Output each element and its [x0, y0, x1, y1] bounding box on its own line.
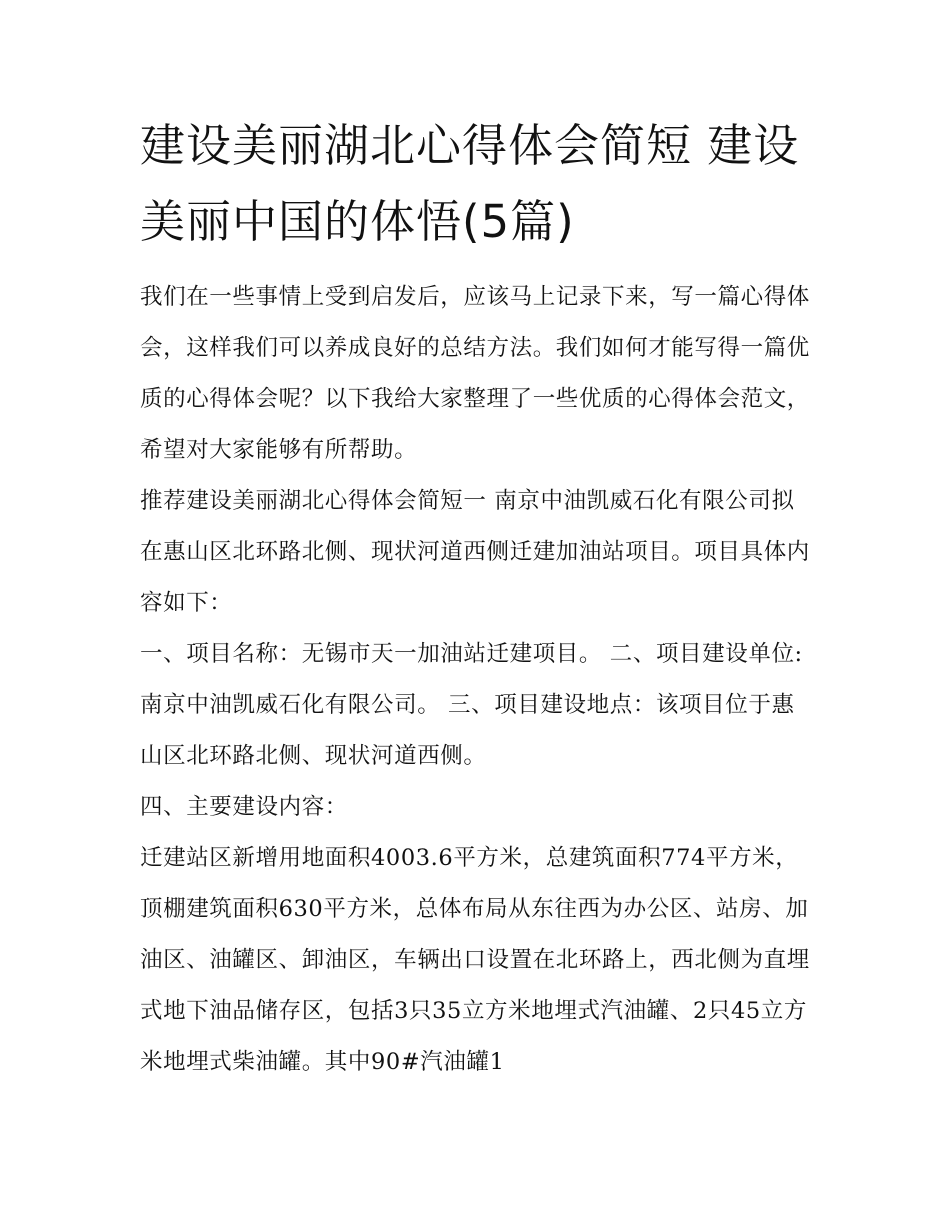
- document-body: [140, 108, 815, 1088]
- paragraph-construction-heading: 四、主要建设内容：: [140, 794, 348, 820]
- paragraph-project-info: 一、项目名称：无锡市天一加油站迁建项目。 二、项目建设单位:南京中油凯威石化有限公司。 三、项目建设地点：该项目位于惠山区北环路北侧、现状河道西侧。: [140, 641, 803, 769]
- paragraph-construction-details: 迁建站区新增用地面积4003.6平方米，总建筑面积774平方米，顶棚建筑面积630平方米，总体布局从东往西为办公区、站房、加油区、油罐区、卸油区，车辆出口设置在北环路上，西北侧为直埋式地下油品储存区，包括3只35立方米地埋式汽油罐、2只45立方米地埋式柴油罐。其中90#汽油罐1: [140, 845, 810, 1075]
- paragraph-recommendation: 推荐建设美丽湖北心得体会简短一 南京中油凯威石化有限公司拟在惠山区北环路北侧、现状河道西侧迁建加油站项目。项目具体内容如下：: [140, 488, 810, 616]
- title-spacing: [140, 260, 815, 272]
- paragraph-intro: 我们在一些事情上受到启发后，应该马上记录下来，写一篇心得体会，这样我们可以养成良好的总结方法。我们如何才能写得一篇优质的心得体会呢？以下我给大家整理了一些优质的心得体会范文，希望对大家能够有所帮助。: [140, 284, 810, 463]
- document-title: 建设美丽湖北心得体会简短 建设美丽中国的体悟(5篇): [140, 119, 800, 248]
